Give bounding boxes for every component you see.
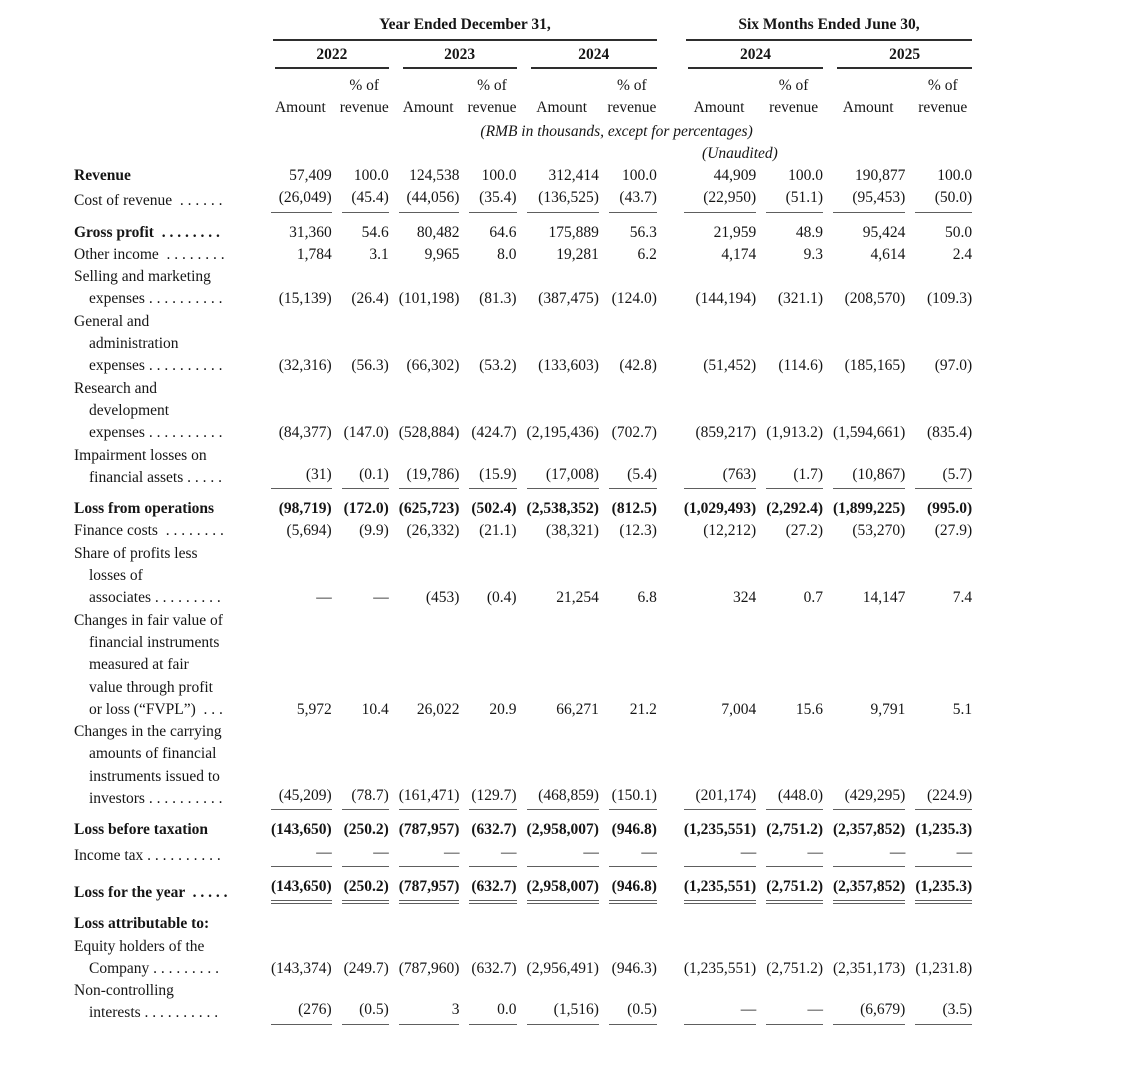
- value-cell: (129.7): [459, 721, 516, 810]
- value-cell: (468,859): [517, 721, 599, 810]
- column-spacer: [657, 721, 674, 810]
- value-cell: (1,235,551): [674, 867, 756, 904]
- value-cell: —: [756, 842, 823, 867]
- column-spacer: [657, 16, 674, 41]
- period-header-row: [74, 16, 972, 41]
- value-cell: (51,452): [703, 357, 757, 375]
- value-cell: (995.0): [926, 500, 973, 518]
- table-row: [74, 904, 972, 935]
- value-cell: (3.5): [905, 980, 972, 1025]
- column-spacer: [657, 867, 674, 904]
- value-cell: (53,270): [852, 522, 906, 540]
- value-cell: (2,195,436): [526, 424, 599, 442]
- value-cell: 21,959: [713, 223, 757, 241]
- value-cell: (812.5): [611, 500, 657, 518]
- value-cell: (321.1): [777, 290, 824, 308]
- value-cell: (45.4): [332, 187, 389, 212]
- value-cell: (51.1): [756, 187, 823, 212]
- value-cell: (97.0): [934, 357, 973, 375]
- value-cell: (0.1): [332, 445, 389, 490]
- value-cell: 312,414: [548, 167, 599, 184]
- year-label: 2022: [275, 46, 389, 69]
- value-cell: —: [517, 842, 599, 867]
- value-cell: 44,909: [713, 167, 757, 184]
- value-cell: [261, 904, 332, 935]
- value-cell: (0.4): [486, 589, 517, 607]
- value-cell: (1,231.8): [915, 959, 973, 977]
- value-cell: 48.9: [795, 223, 824, 241]
- column-spacer: [657, 520, 674, 542]
- value-cell: 324: [732, 589, 757, 607]
- value-cell: (144,194): [695, 290, 757, 308]
- value-cell: (632.7): [471, 821, 517, 839]
- year-label: 2024: [531, 46, 657, 69]
- pct-revenue-column-label: % of revenue: [339, 77, 389, 116]
- value-cell: 9.3: [803, 245, 824, 263]
- value-cell: (22,950): [674, 187, 756, 212]
- value-cell: —: [316, 589, 332, 607]
- value-cell: (185,165): [844, 357, 906, 375]
- value-cell: 9,791: [870, 700, 906, 718]
- value-cell: (136,525): [517, 187, 599, 212]
- row-label: Loss for the year . . . . .: [74, 883, 228, 901]
- row-label: Loss from operations: [74, 500, 215, 518]
- value-cell: 0.0: [459, 980, 516, 1025]
- value-cell: (12.3): [619, 522, 657, 540]
- value-cell: (453): [425, 589, 460, 607]
- value-cell: 15.6: [795, 700, 824, 718]
- value-cell: (5,694): [286, 522, 332, 540]
- value-cell: 54.6: [361, 223, 389, 241]
- value-cell: [756, 904, 823, 935]
- value-cell: (150.1): [599, 721, 657, 810]
- column-spacer: [657, 610, 674, 721]
- value-cell: (12,212): [703, 522, 757, 540]
- annual-period-title: Year Ended December 31,: [273, 16, 657, 41]
- value-cell: 14,147: [862, 589, 906, 607]
- table-row: [74, 810, 972, 841]
- amount-column-label: Amount: [536, 99, 588, 116]
- value-cell: (26,332): [406, 522, 460, 540]
- value-cell: (1,913.2): [766, 424, 824, 442]
- column-spacer: [657, 980, 674, 1025]
- value-cell: 8.0: [497, 245, 517, 263]
- value-cell: 6.8: [637, 589, 657, 607]
- value-cell: (625,723): [398, 500, 460, 518]
- row-label: Changes in fair value of financial instruments measured at fair value through profit or loss (“FVPL”) . . .: [74, 611, 223, 718]
- column-spacer: [657, 936, 674, 981]
- value-cell: 190,877: [854, 167, 906, 184]
- year-header-cell: [517, 41, 657, 69]
- amount-column-label: Amount: [402, 99, 454, 116]
- value-cell: (43.7): [599, 187, 657, 212]
- column-spacer: [657, 213, 674, 244]
- row-label: Cost of revenue . . . . . .: [74, 192, 223, 210]
- value-cell: (201,174): [674, 721, 756, 810]
- year-header-cell: [674, 41, 823, 69]
- column-spacer: [657, 69, 674, 119]
- value-cell: (78.7): [332, 721, 389, 810]
- value-cell: (50.0): [905, 187, 972, 212]
- value-cell: (6,679): [823, 980, 905, 1025]
- value-cell: 20.9: [489, 700, 517, 718]
- interim-period-title: Six Months Ended June 30,: [686, 16, 972, 41]
- value-cell: (387,475): [538, 290, 599, 308]
- corner-cell: [74, 41, 261, 69]
- value-cell: (31): [261, 445, 332, 490]
- corner-cell: [74, 69, 261, 119]
- column-spacer: [657, 165, 674, 187]
- table-row: [74, 842, 972, 867]
- value-cell: (249.7): [343, 959, 389, 977]
- value-cell: (21.1): [479, 522, 517, 540]
- value-cell: (26.4): [351, 290, 389, 308]
- value-cell: (859,217): [695, 424, 757, 442]
- value-cell: (429,295): [823, 721, 905, 810]
- value-cell: —: [389, 842, 460, 867]
- value-cell: (35.4): [459, 187, 516, 212]
- value-cell: —: [261, 842, 332, 867]
- value-cell: (2,538,352): [526, 500, 599, 518]
- value-cell: (17,008): [517, 445, 599, 490]
- year-header-cell: [389, 41, 517, 69]
- row-label: Research and development expenses . . . . . . . . . .: [74, 379, 223, 442]
- value-cell: 64.6: [489, 223, 517, 241]
- table-row: [74, 445, 972, 490]
- value-cell: (1,029,493): [683, 500, 757, 518]
- table-row: [74, 244, 972, 266]
- value-cell: (26,049): [261, 187, 332, 212]
- value-cell: (38,321): [545, 522, 599, 540]
- value-cell: (787,957): [389, 867, 460, 904]
- value-cell: (5.7): [905, 445, 972, 490]
- value-cell: 3: [389, 980, 460, 1025]
- value-cell: (9.9): [359, 522, 389, 540]
- value-cell: (250.2): [343, 821, 389, 839]
- table-row: [74, 543, 972, 610]
- value-cell: (787,957): [398, 821, 460, 839]
- value-cell: 19,281: [556, 245, 599, 263]
- value-cell: —: [905, 842, 972, 867]
- interim-period-header-cell: [674, 16, 972, 41]
- table-row: [74, 311, 972, 378]
- corner-cell: [74, 119, 261, 143]
- value-cell: [459, 904, 516, 935]
- value-cell: 1,784: [296, 245, 332, 263]
- table-row: [74, 489, 972, 520]
- amount-column-label: Amount: [842, 99, 894, 116]
- row-label: General and administration expenses . . . . . . . . . .: [74, 312, 223, 375]
- value-cell: 21,254: [556, 589, 599, 607]
- table-row: [74, 980, 972, 1025]
- value-cell: 95,424: [862, 223, 906, 241]
- row-label: Loss attributable to:: [74, 915, 210, 933]
- value-cell: 57,409: [289, 167, 332, 184]
- value-cell: —: [674, 842, 756, 867]
- value-cell: (56.3): [351, 357, 389, 375]
- table-body: [74, 165, 972, 1025]
- value-cell: [599, 904, 657, 935]
- value-cell: (946.8): [599, 867, 657, 904]
- row-label: Selling and marketing expenses . . . . . . . . . .: [74, 268, 223, 308]
- value-cell: 21.2: [629, 700, 657, 718]
- pct-revenue-column-label: % of revenue: [467, 77, 517, 116]
- unit-note-row: [74, 119, 972, 143]
- value-cell: (1.7): [756, 445, 823, 490]
- value-cell: 6.2: [637, 245, 657, 263]
- value-cell: (101,198): [398, 290, 460, 308]
- value-cell: (19,786): [389, 445, 460, 490]
- value-cell: (1,235.3): [915, 821, 973, 839]
- value-cell: —: [674, 980, 756, 1025]
- row-label: Finance costs . . . . . . . .: [74, 522, 224, 540]
- value-cell: (2,357,852): [833, 821, 906, 839]
- value-cell: (2,357,852): [823, 867, 905, 904]
- value-cell: —: [373, 589, 389, 607]
- value-cell: (2,751.2): [766, 821, 824, 839]
- value-cell: (250.2): [332, 867, 389, 904]
- value-cell: 10.4: [361, 700, 389, 718]
- value-cell: (109.3): [926, 290, 973, 308]
- value-cell: (276): [261, 980, 332, 1025]
- table-row: [74, 867, 972, 904]
- value-cell: (632.7): [471, 959, 517, 977]
- value-cell: (2,292.4): [766, 500, 824, 518]
- empty-cell: [74, 143, 657, 165]
- table-row: [74, 936, 972, 981]
- pct-revenue-column-label: % of revenue: [769, 77, 819, 116]
- value-cell: 2.4: [952, 245, 973, 263]
- table-header: [74, 16, 972, 165]
- value-cell: (1,235.3): [905, 867, 972, 904]
- value-cell: (161,471): [389, 721, 460, 810]
- year-label: 2024: [688, 46, 823, 69]
- row-label: Other income . . . . . . . .: [74, 245, 225, 263]
- row-label: Gross profit . . . . . . . .: [74, 223, 220, 241]
- value-cell: (172.0): [343, 500, 389, 518]
- value-cell: (147.0): [343, 424, 389, 442]
- value-cell: (1,594,661): [833, 424, 906, 442]
- value-cell: 66,271: [556, 700, 599, 718]
- value-cell: 124,538: [409, 167, 460, 184]
- empty-cell: [823, 143, 972, 165]
- value-cell: (946.8): [611, 821, 657, 839]
- value-cell: (1,235,551): [683, 959, 757, 977]
- value-cell: (124.0): [611, 290, 657, 308]
- value-cell: 100.0: [481, 167, 517, 184]
- value-cell: (1,899,225): [833, 500, 906, 518]
- value-cell: (224.9): [905, 721, 972, 810]
- value-cell: —: [756, 980, 823, 1025]
- amount-column-label: Amount: [693, 99, 745, 116]
- value-cell: (763): [674, 445, 756, 490]
- column-spacer: [657, 41, 674, 69]
- value-cell: 175,889: [548, 223, 599, 241]
- value-cell: 5.1: [952, 700, 973, 718]
- value-cell: 7.4: [952, 589, 973, 607]
- column-spacer: [657, 378, 674, 445]
- table-row: [74, 721, 972, 810]
- row-label: Loss before taxation: [74, 821, 209, 839]
- column-spacer: [657, 187, 674, 212]
- value-cell: 5,972: [296, 700, 332, 718]
- year-label: 2023: [403, 46, 517, 69]
- table-row: [74, 610, 972, 721]
- value-cell: 100.0: [788, 167, 824, 184]
- value-cell: 0.7: [803, 589, 824, 607]
- year-header-cell: [261, 41, 389, 69]
- value-cell: 7,004: [721, 700, 757, 718]
- column-spacer: [657, 244, 674, 266]
- value-cell: 100.0: [621, 167, 657, 184]
- pct-revenue-column-label: % of revenue: [607, 77, 657, 116]
- table-row: [74, 378, 972, 445]
- value-cell: (27.9): [934, 522, 973, 540]
- value-cell: (45,209): [261, 721, 332, 810]
- income-statement-table: [74, 16, 972, 1025]
- value-cell: (114.6): [778, 357, 824, 375]
- value-cell: (133,603): [538, 357, 599, 375]
- value-cell: (143,650): [261, 867, 332, 904]
- value-cell: 4,614: [870, 245, 906, 263]
- value-cell: —: [332, 842, 389, 867]
- table-row: [74, 187, 972, 212]
- table-row: [74, 520, 972, 542]
- value-cell: [823, 904, 905, 935]
- column-spacer: [657, 445, 674, 490]
- year-header-cell: [823, 41, 972, 69]
- value-cell: (84,377): [278, 424, 332, 442]
- value-cell: [389, 904, 460, 935]
- unaudited-note-row: [74, 143, 972, 165]
- value-cell: (946.3): [611, 959, 657, 977]
- value-cell: (0.5): [332, 980, 389, 1025]
- value-cell: (143,374): [271, 959, 332, 977]
- value-cell: 3.1: [369, 245, 389, 263]
- value-cell: (528,884): [398, 424, 460, 442]
- row-label: Revenue: [74, 167, 131, 184]
- unit-note: (RMB in thousands, except for percentages): [480, 123, 753, 140]
- value-cell: —: [823, 842, 905, 867]
- value-cell: (2,958,007): [517, 867, 599, 904]
- value-cell: (15,139): [278, 290, 332, 308]
- value-cell: (10,867): [823, 445, 905, 490]
- value-cell: [674, 904, 756, 935]
- table-row: [74, 213, 972, 244]
- value-cell: 26,022: [416, 700, 460, 718]
- annual-period-header-cell: [261, 16, 657, 41]
- value-cell: 50.0: [945, 223, 973, 241]
- value-cell: (424.7): [471, 424, 517, 442]
- value-cell: (208,570): [844, 290, 906, 308]
- value-cell: [332, 904, 389, 935]
- value-cell: (143,650): [271, 821, 332, 839]
- value-cell: —: [599, 842, 657, 867]
- table-row: [74, 165, 972, 187]
- value-cell: (787,960): [398, 959, 460, 977]
- value-cell: —: [459, 842, 516, 867]
- value-cell: (448.0): [756, 721, 823, 810]
- column-label-row: [74, 69, 972, 119]
- unaudited-note: (Unaudited): [702, 145, 778, 162]
- year-label: 2025: [837, 46, 972, 69]
- value-cell: (1,235,551): [683, 821, 757, 839]
- row-label: Equity holders of the Company . . . . . . . . .: [74, 937, 220, 977]
- value-cell: (44,056): [389, 187, 460, 212]
- table-row: [74, 266, 972, 311]
- value-cell: (27.2): [785, 522, 824, 540]
- row-label: Income tax . . . . . . . . . .: [74, 846, 221, 864]
- value-cell: (15.9): [459, 445, 516, 490]
- value-cell: (5.4): [599, 445, 657, 490]
- value-cell: (835.4): [926, 424, 973, 442]
- value-cell: (2,958,007): [526, 821, 599, 839]
- row-label: Impairment losses on financial assets . . . . .: [74, 446, 223, 486]
- value-cell: (2,956,491): [526, 959, 599, 977]
- value-cell: (2,751.2): [756, 867, 823, 904]
- column-spacer: [657, 810, 674, 841]
- row-label: Changes in the carrying amounts of financial instruments issued to investors . . . . . . . . . .: [74, 723, 223, 808]
- value-cell: (32,316): [278, 357, 332, 375]
- value-cell: [517, 904, 599, 935]
- column-spacer: [657, 311, 674, 378]
- value-cell: (502.4): [471, 500, 517, 518]
- value-cell: (81.3): [479, 290, 517, 308]
- value-cell: 31,360: [289, 223, 332, 241]
- value-cell: (1,516): [517, 980, 599, 1025]
- corner-cell: [74, 16, 261, 41]
- column-spacer: [657, 904, 674, 935]
- value-cell: (0.5): [599, 980, 657, 1025]
- amount-column-label: Amount: [274, 99, 326, 116]
- column-spacer: [657, 489, 674, 520]
- pct-revenue-column-label: % of revenue: [918, 77, 968, 116]
- column-spacer: [657, 266, 674, 311]
- value-cell: [905, 904, 972, 935]
- value-cell: 56.3: [629, 223, 657, 241]
- value-cell: (702.7): [611, 424, 657, 442]
- value-cell: (2,351,173): [833, 959, 906, 977]
- value-cell: (95,453): [823, 187, 905, 212]
- value-cell: (42.8): [619, 357, 657, 375]
- value-cell: 9,965: [424, 245, 460, 263]
- value-cell: (66,302): [406, 357, 460, 375]
- row-label: Non-controlling interests . . . . . . . . . .: [74, 982, 219, 1022]
- value-cell: (632.7): [459, 867, 516, 904]
- year-header-row: [74, 41, 972, 69]
- value-cell: 4,174: [721, 245, 757, 263]
- value-cell: 80,482: [416, 223, 460, 241]
- value-cell: (53.2): [479, 357, 517, 375]
- value-cell: (2,751.2): [766, 959, 824, 977]
- value-cell: (98,719): [278, 500, 332, 518]
- value-cell: 100.0: [937, 167, 973, 184]
- column-spacer: [657, 543, 674, 610]
- row-label: Share of profits less losses of associates . . . . . . . . .: [74, 544, 221, 607]
- column-spacer: [657, 842, 674, 867]
- value-cell: 100.0: [353, 167, 389, 184]
